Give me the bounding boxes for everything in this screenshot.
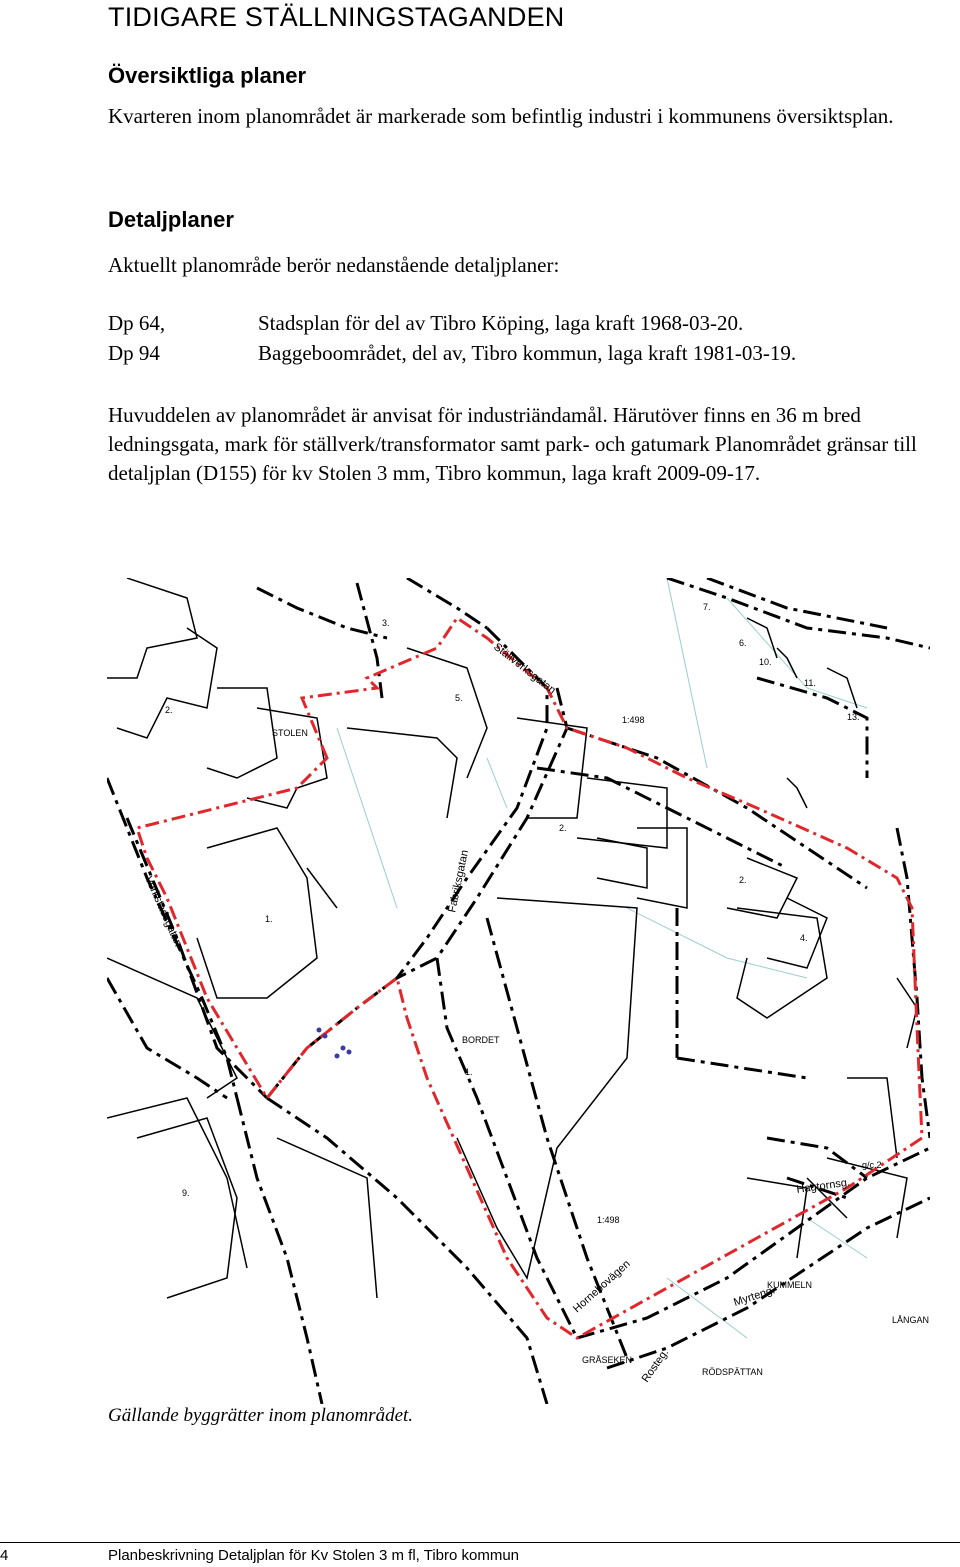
map-lot-number: 2. (559, 823, 567, 833)
plan-code: Dp 64, (108, 311, 166, 335)
map-lot-number: 13. (847, 712, 860, 722)
map-label-bordet: BORDET (462, 1035, 500, 1045)
map-label-graseken: GRÅSEKEN (582, 1355, 633, 1365)
plan-map (107, 578, 930, 1404)
map-lot-number: 5. (455, 693, 463, 703)
map-caption: Gällande byggrätter inom planområdet. (108, 1405, 414, 1426)
map-lot-number: 1. (465, 1067, 473, 1077)
map-lot-number: 2. (165, 705, 173, 715)
map-lot-number: 9. (182, 1188, 190, 1198)
plan-description-paragraph: Huvuddelen av planområdet är anvisat för industriändamål. Härutöver finns en 36 m bred ledningsgata, mark för ställverk/transformator samt park- och gatumark Planområdet gränsar till detaljplan (D155) för kv Stolen 3 mm, Tibro kommun, laga kraft 2009-09-17. (108, 403, 917, 485)
map-street-label: Hagtornsg. (795, 1176, 851, 1196)
footer-divider (0, 1542, 960, 1543)
map-scale-label: 1:498 (622, 715, 645, 725)
map-lot-number: 1. (265, 914, 273, 924)
plan-description: Baggeboområdet, del av, Tibro kommun, laga kraft 1981-03-19. (258, 341, 797, 365)
map-lot-number: 2. (739, 875, 747, 885)
map-lot-number: 7. (703, 602, 711, 612)
detail-plans-intro: Aktuellt planområde berör nedanstående detaljplaner: (108, 253, 560, 277)
map-street-label: Ställverksgatan (491, 640, 558, 697)
map-street-label: Rosteg. (639, 1346, 672, 1385)
page-title: TIDIGARE STÄLLNINGSTAGANDEN (108, 2, 565, 32)
plan-description: Stadsplan för del av Tibro Köping, laga kraft 1968-03-20. (258, 311, 744, 335)
map-label-langan: LÅNGAN (892, 1315, 930, 1325)
overview-heading: Översiktliga planer (108, 63, 307, 88)
map-label-kummeln: KUMMELN (767, 1280, 813, 1290)
map-label-stolen: STOLEN (272, 728, 308, 738)
map-label-rodspattan: RÖDSPÄTTAN (702, 1367, 763, 1377)
page-number: 4 (0, 1547, 9, 1564)
footer-title: Planbeskrivning Detaljplan för Kv Stolen 3 m fl, Tibro kommun (108, 1547, 520, 1564)
plan-row (108, 341, 960, 366)
map-lot-number: 10. (759, 657, 772, 667)
map-scale-label: 1:498 (597, 1215, 620, 1225)
map-lot-number: 3. (382, 618, 390, 628)
overview-paragraph: Kvarteren inom planområdet är markerade som befintlig industri i kommunens översiktsplan. (108, 104, 894, 128)
map-lot-number: 11. (804, 678, 816, 688)
map-street-label: Verkstadsgatan (142, 874, 185, 949)
map-street-label: Fabriksgatan (446, 848, 472, 914)
map-street-label: Myrteng. (732, 1284, 777, 1309)
map-label-gang: g/c.2 (862, 1160, 882, 1170)
map-lot-number: 6. (739, 638, 747, 648)
plan-row (108, 311, 960, 336)
map-lot-number: 4. (800, 933, 808, 943)
plan-code: Dp 94 (108, 341, 160, 365)
detail-plans-heading: Detaljplaner (108, 207, 234, 232)
map-street-label: Hornebovägen (570, 1258, 633, 1316)
